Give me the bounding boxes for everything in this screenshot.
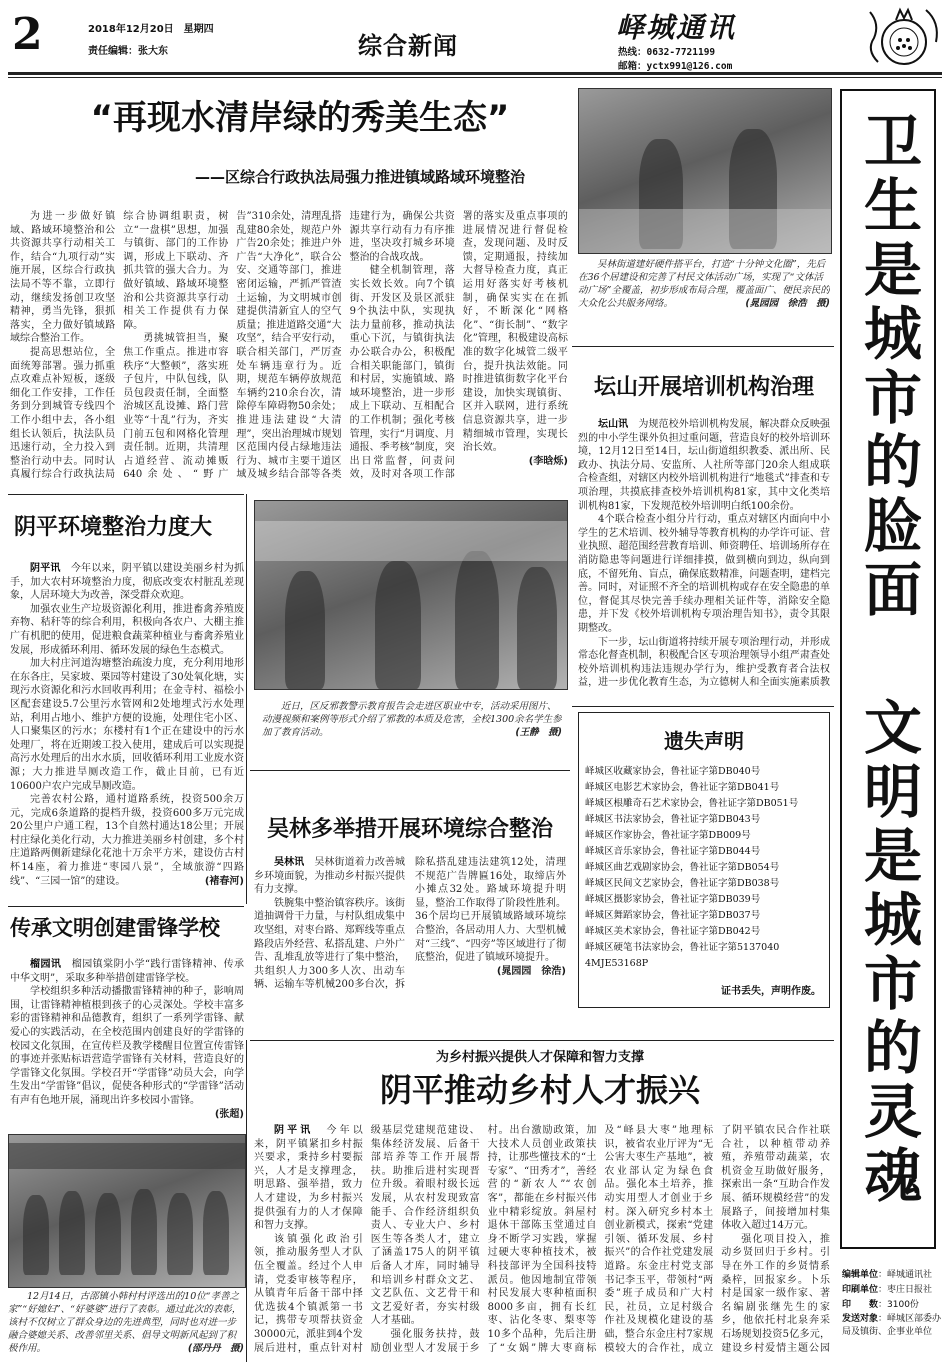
photo-credit: (王静 摄) (515, 727, 562, 738)
paragraph: 勇挑城管担当，聚焦工作重点。推进市容秩序“大整顿”，落实班子包片，中队包线，队员包段责任制，全面整治城区乱设摊、路门营业等“十乱”行为，齐实门前五包和网格化管理责任制。近期，共清理占道经营、流动摊贩640余处、“野广告”310余处，清理乱搭乱建80余处，规范户外广告20余处；推进户外广告“大净化”，联合公安、交通等部门，推进密闭运输，严抓严管渣土运输，为文明城市创建提供清新宜人的空气质量；推进道路交通“大攻坚”，结合平安行动，联合相关部门，严厉查处车辆违章行为。近期，规范车辆停放规范车辆约210余台次，清除停车障碍物50余处；推进违法建设“大清理”，突出治理城市规划区范围内侵占绿地违法行为、城市主要干道区域及城乡结合部等各类违建行为，确保公共资源共享行动有力有序推进，坚决攻打城乡环境整治的合战攻战。 (123, 211, 455, 481)
editor-credit: 责任编辑：张大东 (88, 46, 168, 57)
yinping-env-headline: 阴平环境整治力度大 (14, 515, 213, 540)
paragraph: 健全机制管理，落实长效长效。向7个镇街、开发区及景区派驻9个执法中队，实现执法力量前移，推动执法重心下沉，与镇街执法办公联合办公，积极配合相关职能部门，镇街和村居，实施镇域、路域环境整治，进一步形成上下联动、互相配合的工作机制；强化考核管理，实行“月调度、月通报、季考核”制度，突出日常监督，问责问效，及时对各项工作部署的落实及重点事项的进展情况进行督促检查，发现问题、及时反馈，定期通报，持续加大督导检查力度，真正运用好落实好考核机制，确保实实在在抓好，不断深化“网格化”、“街长制”、“数字化”管理，积极建设高标准的数字化城管二级平台，提升执法效能。同时推进镇街数字化平台建设，加快实现镇街、区并入联网，进行系统信息资源共享，进一步精细城市管理，实现长治长效。 (349, 211, 568, 481)
byline: (褚春河) (204, 875, 244, 887)
notice-item: 峄城区美术家协会，鲁社证字第DB042号 (585, 926, 761, 937)
talent-kicker: 为乡村振兴提供人才保障和智力支撑 (435, 1050, 644, 1065)
byline: (张超) (214, 1108, 244, 1120)
talent-article-body: 阴平讯 今年以来，阴平镇紧扣乡村振兴要求，秉持乡村要振兴，人才是支撑理念，明思路、强举措，致力人才建设，为乡村振兴提供强有力的人才保障和智力支撑。 该镇强化政治引领，推动服务型人才队伍全覆盖。经过个人申请，党委审核等程序，从镇青年后备干部中择优选拔4个镇派第一书记，携带专项帮扶资金30000元，派驻到4个发展后进村，重点针对村级基层党建规范建设、集体经济发展、后备干部培养等工作开展帮扶。助推后进村实现晋位升级。着眼村级长远发展，从农村发现致富能手、合作经济组织负责人、专业大户、乡村医生等各类人才，建立了涵盖175人的阴平镇后备人才库，同时辅导和培训乡村群众文艺、文艺队伍、文艺骨干和文艺爱好者，夯实村级人才基础。 强化服务扶持，鼓励创业型人才发展于乡村。出台激励政策，加大技术人员创业政策扶持，让那些懂技术的“土专家”、“田秀才”，善经营的“新农人”“农创客”，都能在乡村振兴伟业中精彩绽放。斜屋村退休干部陈玉堂通过自身不断学习实践，掌握过硬大枣种植技术，被科技部评为全国科技特派员。他因地制宜带领村民发展大枣种植面积8000多亩，拥有长红枣、沾化冬枣、梨枣等10多个品种，先后注册了“女娲”牌大枣商标及“峄县大枣”地理标识，被省农业厅评为“无公害大枣生产基地”，被农业部认定为绿色食品。强化本土培养，推动实用型人才创业于乡村。深入研究乡村本土创业新模式，探索“党建引领、循环发展、乡村振兴”的合作社党建发展道路。东金庄村党支部书记李玉平，带领村“两委”班子成员和广大村民，社员，立足村级合作社及规模化建设的基础，整合东金庄村7家规模较大的合作社，成立了阴平镇农民合作社联合社，以种植带动养殖，养殖带动蔬菜，农机资金互助做好服务，探索出一条“互助合作发展、循环规模经营”的发展路子，间接增加村集体收入超过14万元。 强化项目投入，推动乡贤回归于乡村。引导在外工作的乡贤情系桑梓，回报家乡。卜乐村是国家一级作家、著名编剧张继先生的家乡，他依托村北泉奔采石场规划投资5亿多元，建设乡村爱情主题公园 (254, 1124, 830, 1364)
notice-item: 峄城区收藏家协会，鲁社证字第DB040号 (585, 766, 761, 777)
issue-date: 2018年12月20日 星期四 (88, 24, 214, 35)
contact-email: 邮箱：yctx991@126.com (618, 61, 733, 72)
dateline: 榴园讯 (30, 959, 62, 970)
talent-headline: 阴平推动乡村人才振兴 (379, 1071, 700, 1109)
divider (246, 494, 247, 904)
slogan-text: 卫生是城市的脸面 文明是城市的灵魂 (854, 111, 922, 1209)
divider (8, 906, 244, 907)
section-title: 综合新闻 (358, 32, 458, 60)
photo-top-caption: 吴林街道建好硬件搭平台，打造“十分钟文化圈”，先后在36个居建设和完善了村民文体活动广场，实现了“文体活动广场”全覆盖，初步形成布局合理，覆盖面广、便民亲民的大众化公共服务网络。 (晁园园 徐浩 摄) (578, 259, 830, 309)
photo-bottom-caption: 12月14日，古邵镇小韩村村评选出的10位“孝善之家”“好媳妇”、“好婆婆”进行了表彰。通过此次的表彰，该村不仅树立了群众身边的先进典型，同时也对进一步融合婆媳关系、改善邻里关系、倡导文明新风起到了积极作用。 (邵丹丹 摄) (8, 1291, 244, 1354)
lead-headline: “再现水清岸绿的秀美生态” (90, 98, 510, 138)
wulin-article-body: 吴林讯 吴林街道着力改善城乡环境面貌，为推动乡村振兴提供有力支撑。 铁腕集中整治镇容秩序。该街道抽调骨干力量，与村队组成集中攻坚组，对枣台路、郑辉线等重点路段店外经营、私搭乱建、户外广告、乱堆乱放等进行了集中整治，共组织人力300多人次、出动车辆、运输车等机械200多台次，拆除私搭乱建违法建筑12处，清理不规范广告牌匾16处，取缔店外小摊点32处。路域环境提升明显，整治工作取得了阶段性胜利。36个居均已开展镇域路域环境综合整治，各居动用人力、大型机械对“三线”、“四旁”等区域进行了彻底整治，促进了镇域环境提升。 (晁园园 徐浩) (254, 857, 566, 991)
lead-article-body (10, 210, 568, 488)
divider (572, 346, 834, 347)
photo-family-awards (8, 1134, 246, 1288)
pomegranate-logo-icon (856, 2, 946, 70)
byline: (晁园园 徐浩) (496, 965, 566, 977)
notice-footer: 证书丢失，声明作废。 (721, 986, 821, 997)
notice-item: 峄城区民间文艺家协会，鲁社证字第DB038号 (585, 878, 780, 889)
notice-list (585, 764, 823, 972)
dateline: 阴平讯 (30, 563, 61, 574)
photo-fitness-plaza (578, 88, 832, 254)
tanshan-article-body: 坛山讯 为规范校外培训机构发展，解决群众反映强烈的中小学生课外负担过重问题，营造良好的校外培训环境，12月12日至14日，坛山街道组织教委、派出所、民政办、执法分局、安监所、人社所等部门20余人组成联合检查组，对辖区内校外培训机构进行“地毯式”排查和专项治理，共摸底排查校外培训机构81家，其中文化类培训机构81家，下发规范校外培训明白纸100余份。 4个联合检查小组分片行动，重点对辖区内面向中小学生的艺术培训、校外辅导等教育机构的办学许可证、营业执照、超范围经营教育培训、师资聘任、培训场所存在消防隐患等问题进行详细排摸，做到横向到边，纵向到底，不留死角、盲点，确保底数精准，问题查明，建档完善。同时，对证照不齐全的培训机构或存在安全隐患的单位，督促其尽快完善手续办理相关证件等，消除安全隐患，并下发《校外培训机构专项治理告知书》，责令其限期整改。 下一步，坛山街道将持续开展专项治理行动，并形成常态化督查机制，积极配合区专项治理领导小组严肃查处校外培训机构违法违规办学行为，维护受教育者合法权益，进一步优化教育生态，为立德树人和全面实施素质教 (578, 419, 830, 688)
notice-item: 峄城区硬笔书法家协会，鲁社证字第5137040​4MJE53168P (585, 942, 780, 969)
leifeng-article-body: 榴园讯 榴园镇棠阴小学“践行雷锋精神、传承中华文明”，采取多种举措创建雷锋学校。 学校组织多种活动播撒雷锋精神的种子，影响周围，让雷锋精神植根到孩子的心灵深处。学校丰富多彩的雷锋精神和品德教育，组织了一系列学雷锋、献爱心的实践活动，在全校范围内创建良好的学雷锋的校园文化氛围，在宣传栏及教学楼醒目位置宣传雷锋的事迹并张贴标语营造学雷锋有关材料，营造良好的学雷锋文化氛围。学校召开“学雷锋”动员大会，向学生发出“学雷锋”倡议，促使各种形式的“学雷锋”活动有声有色地开展，涌现出许多校园小雷锋。 (张超) (10, 959, 244, 1120)
divider (572, 706, 834, 707)
paragraph: 提高思想站位，全面统筹部署。强力抓重点攻难点补短板，逐级细化工作安排，工作任务到分到城管专线四个工作小组中去，各小组组长认领后，执法队员迅速行动，全力投入到整治行动中去。同时认真履行综合行政执法局综合协调组职责，树立“一盘棋”思想，加强与镇街、部门的工作协调，形成上下联动、齐抓共管的强大合力。为做好镇域、路域环境整治和公共资源共享行动相关工作提供有力保障。 (10, 211, 229, 481)
dateline: 坛山讯 (598, 419, 629, 430)
paragraph: 加大村庄河道沟塘整治疏浚力度，充分利用地形在东各庄，吴家坡、栗园等村建设了30处氧化塘，实现污水资源化和污水回收再利用；在金寺村、福桧小区配套建设5.7公里污水管网和2处地埋式污水处理站，利用占地小、维护方便的设施，处理住宅小区、人口聚集区的污水；东楼村有1个正在建设中的污水处理厂，将在近期竣工投入使用，建成后可以实现提高污水处理后的出水水质，回收循环利用工业废水资源；大力推进旱厕改造工作，截止目前，已有近10600户农户完成旱厕改造。 (10, 658, 244, 792)
dateline: 吴林讯 (274, 857, 305, 868)
paragraph: 加强农业生产垃圾资源化利用，推进畜禽养殖废弃物、秸秆等的综合利用，积极向各农户、大棚主推广有机肥的使用，促进粮食蔬菜种植业与畜禽养殖业发展，形成循环利用、循环发展的绿色生态模式。 (10, 603, 244, 656)
dateline: 阴平讯 (274, 1125, 314, 1136)
divider (8, 494, 244, 495)
notice-item: 峄城区舞蹈家协会，鲁社证字第DB037号 (585, 910, 761, 921)
lead-subtitle: ——区综合行政执法局强力推进镇域路域环境整治 (194, 168, 525, 186)
paper-name-logo: 峄城通讯 (616, 11, 737, 44)
notice-item: 峄城区摄影家协会，鲁社证字第DB039号 (585, 894, 761, 905)
divider (250, 1040, 834, 1041)
divider (250, 770, 570, 771)
notice-item: 峄城区书法家协会，鲁社证字第DB043号 (585, 814, 761, 825)
masthead-rule-bottom (8, 77, 942, 78)
slogan-box (840, 89, 936, 1249)
divider (246, 1040, 247, 1362)
hotline: 热线：0632-7721199 (618, 47, 716, 58)
notice-item: 峄城区电影艺术家协会，鲁社证字第DB041号 (585, 782, 780, 793)
notice-item: 峄城区根雕奇石艺术家协会，鲁社证字第DB051号 (585, 798, 799, 809)
masthead-rule-top (8, 72, 942, 75)
notice-item: 峄城区曲艺戏剧家协会，鲁社证字第DB054号 (585, 862, 780, 873)
notice-item: 峄城区作家协会，鲁社证字第DB009号 (585, 830, 751, 841)
paragraph: 该镇强化政治引领，推动服务型人才队伍全覆盖。经过个人申请，党委审核等程序，从镇青年后备干部中择优选拔4个镇派第一书记，携带专项帮扶资金30000元，派驻到4个发展后进村，重点针对村级基层党建规范建设、集体经济发展、后备干部培养等工作开展帮扶。助推后进村实现晋位升级。着眼村级长远发展，从农村发现致富能手、合作经济组织负责人、专业大户、乡村医生等各类人才，建立了涵盖175人的阴平镇后备人才库，同时辅导和培训乡村群众文艺、文艺队伍、文艺骨干和文艺爱好者，夯实村级人才基础。 (254, 1125, 480, 1354)
page-number: 2 (12, 9, 43, 60)
paragraph: 强化服务扶持，鼓励创业型人才发展于乡村。出台激励政策，加大技术人员创业政策扶持，让那些懂技术的“土专家”、“田秀才”，善经营的“新农人”“农创客”，都能在乡村振兴伟业中精彩绽放。斜屋村退休干部陈玉堂通过自身不断学习实践，掌握过硬大枣种植技术，被科技部评为全国科技特派员。他因地制宜带领村民发展大枣种植面积8000多亩，拥有长红枣、沾化冬枣、梨枣等10多个品种，先后注册了“女娲”牌大枣商标及“峄县大枣”地理标识，被省农业厅评为“无公害大枣生产基地”，被农业部认定为绿色食品。强化本土培养，推动实用型人才创业于乡村。深入研究乡村本土创业新模式，探索“党建引领、循环发展、乡村振兴”的合作社党建发展道路。东金庄村党支部书记李玉平，带领村“两委”班子成员和广大村民，社员，立足村级合作社及规模化建设的基础，整合东金庄村7家规模较大的合作社，成立了阴平镇农民合作社联合社，以种植带动养殖，养殖带动蔬菜，农机资金互助做好服务，探索出一条“互助合作发展、循环规模经营”的发展路子，间接增加村集体收入超过14万元。 (370, 1125, 830, 1354)
loss-notice (578, 712, 830, 1008)
photo-mid-caption: 近日，区反邪教警示教育报告会走进区职业中专，活动采用图片、动漫视频和案例等形式介绍了邪教的本质及危害，全校1300余名学生参加了教育活动。 (王静 摄) (262, 701, 562, 738)
paragraph: 为进一步做好镇域、路域环境整治和公共资源共享行动相关工作，结合“九项行动”实施开展，区综合行政执法局不等不靠，立即行动，继续发扬创卫攻坚精神，勇当先锋，狠抓落实，全力做好镇域路域综合整治工作。 (10, 211, 116, 345)
publisher-row: 印 数：3100份 (842, 1300, 919, 1310)
masthead (0, 0, 950, 72)
publisher-row: 发送对象：峄城区部委办局及镇街、企事业单位 (842, 1314, 942, 1337)
publisher-info (842, 1268, 942, 1339)
photo-credit: (邵丹丹 摄) (187, 1343, 244, 1354)
wulin-headline: 吴林多举措开展环境综合整治 (266, 817, 553, 842)
byline: (李晗烁) (528, 455, 568, 467)
photo-credit: (晁园园 徐浩 摄) (745, 298, 830, 309)
photo-anti-cult-exhibition (254, 500, 568, 690)
paragraph: 4个联合检查小组分片行动，重点对辖区内面向中小学生的艺术培训、校外辅导等教育机构的办学许可证、营业执照、超范围经营教育培训、师资聘任、培训场所存在消防隐患等问题进行详细排摸，做到横向到边，纵向到底，不留死角、盲点，确保底数精准，问题查明，建档完善。同时，对证照不齐全的培训机构或存在安全隐患的单位，督促其尽快完善手续办理相关证件等，消除安全隐患，并下发《校外培训机构专项治理告知书》，责令其限期整改。 (578, 514, 830, 634)
yinping-env-body: 阴平讯 今年以来，阴平镇以建设美丽乡村为抓手，加大农村环境整治力度，彻底改变农村脏乱差现象，人居环境大为改善，深受群众欢迎。 加强农业生产垃圾资源化利用，推进畜禽养殖废弃物、秸秆等的综合利用，积极向各农户、大棚主推广有机肥的使用，促进粮食蔬菜种植业与畜禽养殖业发展，形成循环利用、循环发展的绿色生态模式。 加大村庄河道沟塘整治疏浚力度，充分利用地形在东各庄，吴家坡、栗园等村建设了30处氧化塘，实现污水资源化和污水回收再利用；在金寺村、福桧小区配套建设5.7公里污水管网和2处地埋式污水处理站，利用占地小、维护方便的设施，处理住宅小区、人口聚集区的污水；东楼村有1个正在建设中的污水处理厂，将在近期竣工投入使用，建成后可以实现提高污水处理后的出水水质，回收循环利用工业废水资源；大力推进旱厕改造工作，截止目前，已有近10600户农户完成旱厕改造。 完善农村公路，通村道路系统，投资500余万元，完成6条道路的提档升级，投资600多万元完成20公里户户通工程，13个自然村通达18公里；开展村庄绿化美化行动，大力推进美丽乡村创建，多个村庄道路两侧新建绿化花池十万余平方米，建设仿古村杯14座，着力推进“枣园八景”，全域旅游“四路线”、“三园一馆”的建设。 (褚春河) (10, 563, 244, 887)
tanshan-headline: 坛山开展培训机构治理 (593, 375, 814, 400)
notice-item: 峄城区音乐家协会，鲁社证字第DB044号 (585, 846, 761, 857)
leifeng-headline: 传承文明创建雷锋学校 (10, 916, 220, 940)
publisher-row: 印刷单位：枣庄日报社 (842, 1285, 933, 1295)
publisher-row: 编辑单位：峄城通讯社 (842, 1270, 933, 1280)
notice-title: 遗失声明 (664, 729, 744, 753)
